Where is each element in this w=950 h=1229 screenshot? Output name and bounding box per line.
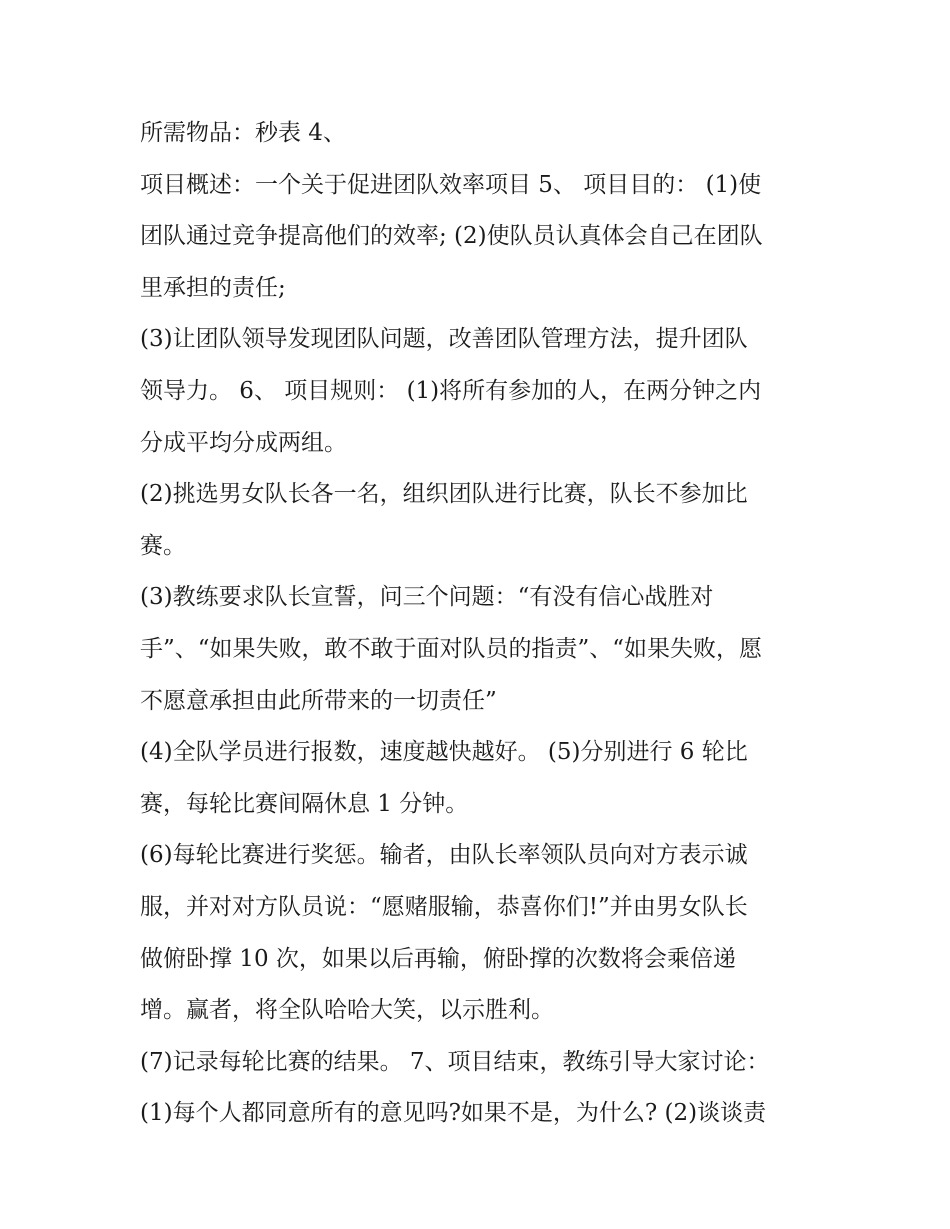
text-line: (7)记录每轮比赛的结果。 7、项目结束，教练引导大家讨论： — [140, 1048, 770, 1075]
text-line: (3)教练要求队长宣誓，问三个问题：“有没有信心战胜对 — [140, 584, 714, 611]
text-line: 增。赢者，将全队哈哈大笑，以示胜利。 — [140, 997, 554, 1024]
text-line: 项目概述：一个关于促进团队效率项目 5、 项目目的： (1)使 — [140, 171, 762, 198]
text-line: 分成平均分成两组。 — [140, 429, 347, 456]
text-line: 手”、“如果失败，敢不敢于面对队员的指责”、“如果失败，愿 — [140, 635, 763, 662]
text-line: 服，并对对方队员说：“愿赌服输，恭喜你们!”并由男女队长 — [140, 893, 748, 920]
text-line: 里承担的责任; — [140, 274, 286, 301]
text-line: 所需物品：秒表 4、 — [140, 120, 346, 146]
text-line: (2)挑选男女队长各一名，组织团队进行比赛，队长不参加比 — [140, 481, 748, 508]
text-line: (6)每轮比赛进行奖惩。输者，由队长率领队员向对方表示诚 — [140, 842, 748, 869]
text-line: 做俯卧撑 10 次，如果以后再输，俯卧撑的次数将会乘倍递 — [140, 945, 736, 972]
text-line: (3)让团队领导发现团队问题，改善团队管理方法，提升团队 — [140, 326, 748, 353]
text-line: 赛，每轮比赛间隔休息 1 分钟。 — [140, 790, 469, 817]
text-line: (1)每个人都同意所有的意见吗?如果不是，为什么? (2)谈谈责 — [140, 1100, 767, 1127]
text-line: 不愿意承担由此所带来的一切责任” — [140, 687, 497, 714]
text-line: (4)全队学员进行报数，速度越快越好。 (5)分别进行 6 轮比 — [140, 739, 748, 766]
text-line: 领导力。 6、 项目规则： (1)将所有参加的人，在两分钟之内 — [140, 377, 762, 404]
body-text — [140, 108, 820, 1140]
text-line: 团队通过竞争提高他们的效率; (2)使队员认真体会自己在团队 — [140, 223, 763, 250]
text-line: 赛。 — [140, 532, 186, 559]
